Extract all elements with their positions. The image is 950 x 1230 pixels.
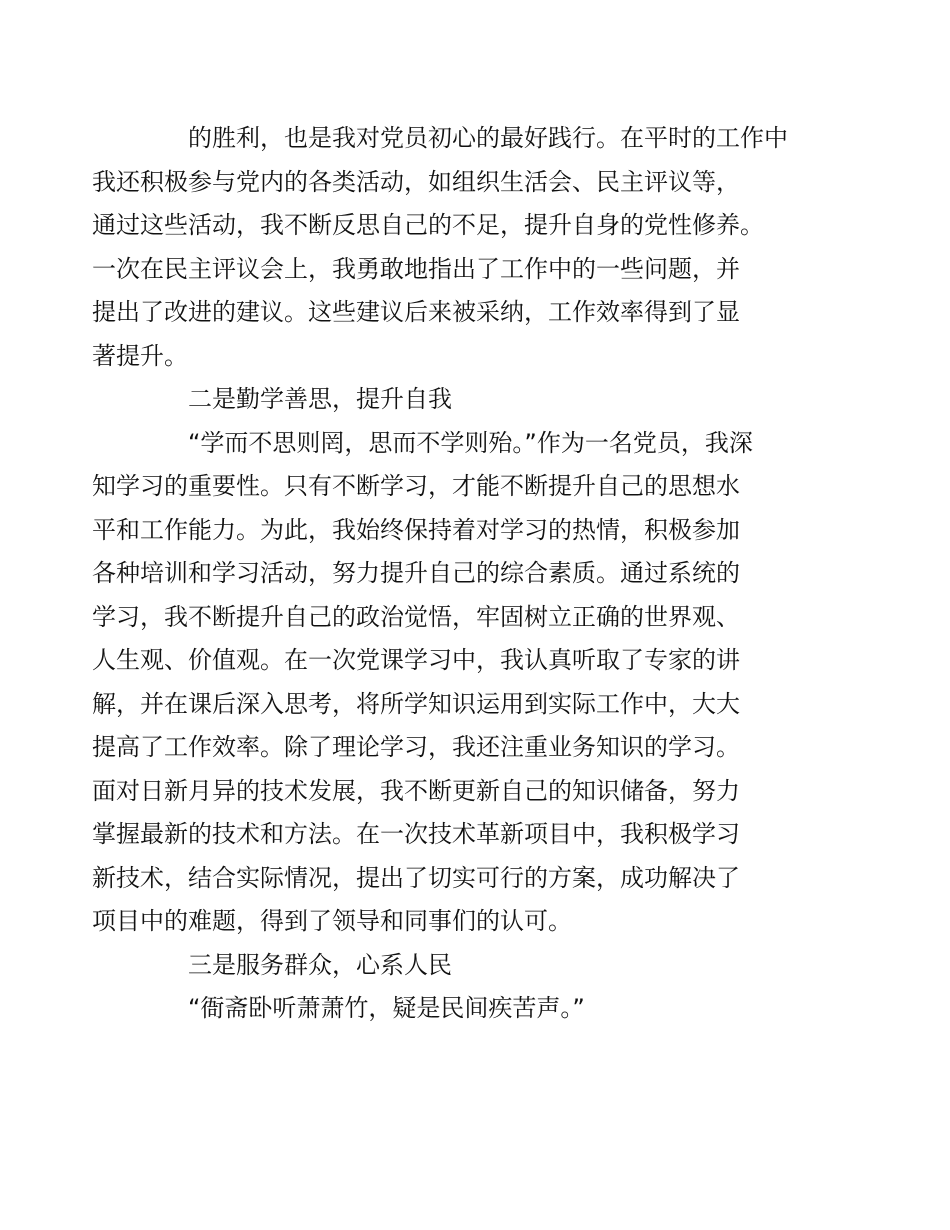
text-line: 人生观、价值观。在一次党课学习中，我认真听取了专家的讲 [92,646,740,674]
heading-text: 三是服务群众，心系人民 [188,950,452,979]
heading-text: 二是勤学善思，提升自我 [188,385,452,413]
paragraph-party-activities [92,117,820,378]
text-line: 知学习的重要性。只有不断学习，才能不断提升自己的思想水 [92,472,740,500]
text-line: “衙斋卧听萧萧竹，疑是民间疾苦声。” [188,994,585,1022]
text-line: 提高了工作效率。除了理论学习，我还注重业务知识的学习。 [92,733,740,761]
text-line: 通过这些活动，我不断反思自己的不足，提升自身的党性修养。 [92,211,764,239]
text-line: 平和工作能力。为此，我始终保持着对学习的热情，积极参加 [92,515,740,544]
text-line: 著提升。 [92,341,188,370]
section-heading-study [140,378,820,422]
text-line: 我还积极参与党内的各类活动，如组织生活会、民主评议等， [92,167,740,196]
text-line: 项目中的难题，得到了领导和同事们的认可。 [92,907,572,935]
document-body [92,117,820,1031]
text-line: 各种培训和学习活动，努力提升自己的综合素质。通过系统的 [92,559,740,587]
text-line: “学而不思则罔，思而不学则殆。”作为一名党员，我深 [188,428,753,457]
paragraph-quote [140,987,820,1031]
text-line: 掌握最新的技术和方法。在一次技术革新项目中，我积极学习 [92,820,740,848]
text-line: 解，并在课后深入思考，将所学知识运用到实际工作中，大大 [92,689,740,718]
text-line: 一次在民主评议会上，我勇敢地指出了工作中的一些问题，并 [92,254,740,283]
paragraph-study [92,422,820,944]
section-heading-service [140,944,820,988]
text-line: 提出了改进的建议。这些建议后来被采纳，工作效率得到了显 [92,298,740,326]
text-line: 的胜利，也是我对党员初心的最好践行。在平时的工作中 [188,124,788,152]
text-line: 新技术，结合实际情况，提出了切实可行的方案，成功解决了 [92,863,740,892]
text-line: 学习，我不断提升自己的政治觉悟，牢固树立正确的世界观、 [92,602,740,631]
text-line: 面对日新月异的技术发展，我不断更新自己的知识储备，努力 [92,776,740,805]
